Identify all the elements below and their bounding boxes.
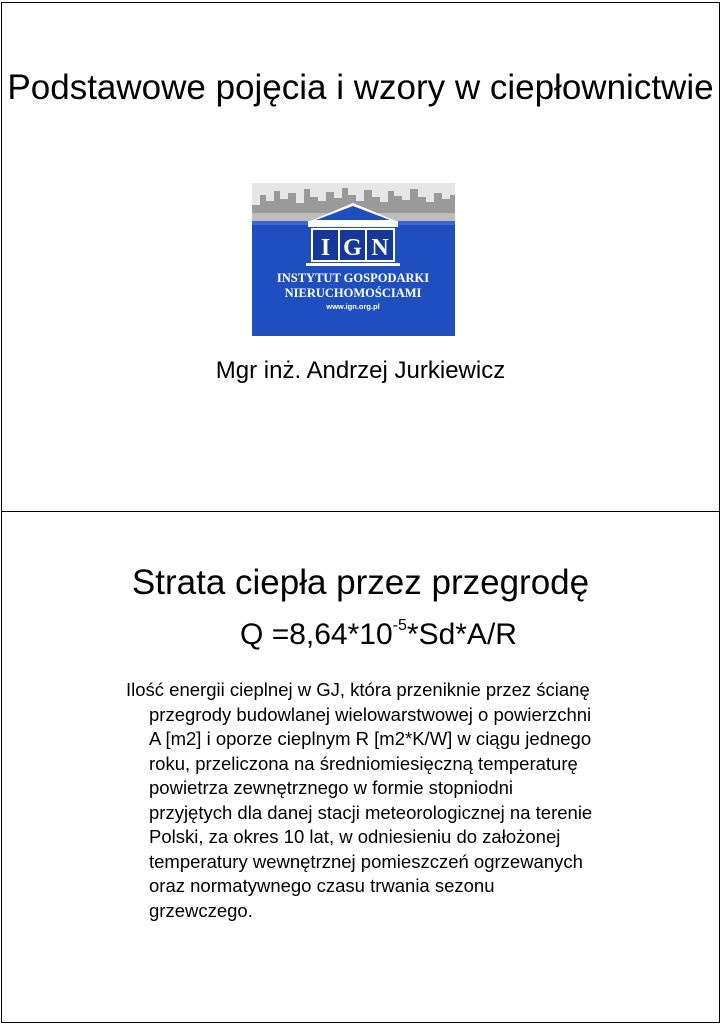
logo-name-line-2: NIERUCHOMOŚCIAMI (284, 286, 422, 300)
formula-prefix: Q =8,64*10 (240, 618, 393, 651)
formula-description: Ilość energii cieplnej w GJ, która przeniknie przez ścianę przegrody budowlanej wielowarstwowej o powierzchni A [m2] i oporze cieplnym R [m2*K/W] w ciągu jednego roku, przeliczona na średniomiesięczną temperaturę powietrza zewnętrznego w formie stopniodni przyjętych dla danej stacji meteorologicznej na terenie Polski, za okres 10 lat, w odniesieniu do założonej temperatury wewnętrznej pomieszczeń ogrzewanych oraz normatywnego czasu trwania sezonu grzewczego. (126, 679, 593, 921)
logo-letter-n: N (371, 235, 389, 261)
ign-logo (252, 183, 455, 336)
formula-exponent: -5 (392, 617, 407, 634)
logo-url: www.ign.org.pl (326, 302, 380, 311)
slide-1 (1, 2, 720, 512)
author-name: Mgr inż. Andrzej Jurkiewicz (215, 357, 506, 384)
heat-loss-formula (2, 615, 719, 655)
logo-letter-g: G (343, 235, 362, 261)
formula-suffix: *Sd*A/R (406, 618, 517, 651)
slide-2-title: Strata ciepła przez przegrodę (131, 563, 590, 602)
slide-2 (1, 511, 720, 1023)
logo-letter-i: I (320, 235, 331, 261)
logo-name-line-1: INSTYTUT GOSPODARKI (276, 271, 430, 285)
slide-1-title: Podstawowe pojęcia i wzory w ciepłownictwie (7, 68, 714, 107)
